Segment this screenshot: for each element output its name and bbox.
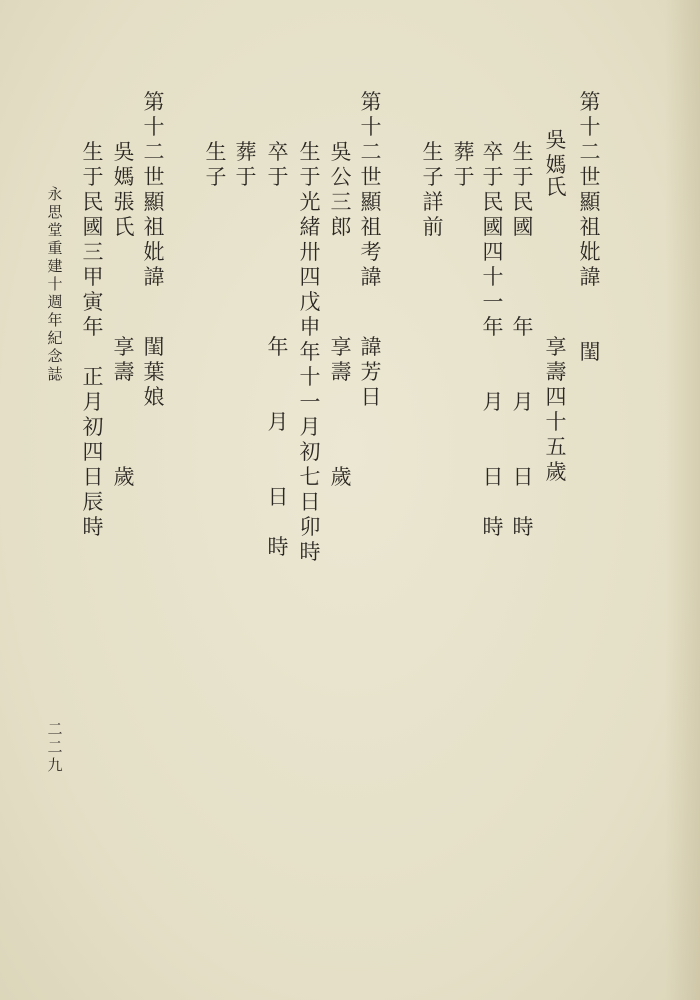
glyph: 享	[330, 335, 352, 359]
glyph: 生	[299, 140, 321, 164]
glyph: 顯	[579, 190, 601, 214]
glyph: 祖	[360, 215, 382, 239]
page-number	[44, 0, 66, 1000]
glyph: 月	[82, 390, 104, 414]
glyph: 時	[299, 540, 321, 564]
glyph: 生	[422, 140, 444, 164]
glyph: 民	[512, 190, 534, 214]
glyph: 紀	[47, 329, 63, 347]
glyph: 三	[82, 240, 104, 264]
glyph: 緒	[299, 215, 321, 239]
glyph: 第	[360, 90, 382, 114]
glyph: 享	[545, 335, 567, 359]
glyph: 吳	[330, 140, 352, 164]
glyph: 媽	[545, 153, 567, 177]
glyph: 光	[299, 190, 321, 214]
glyph: 一	[299, 390, 321, 414]
glyph: 子	[205, 165, 227, 189]
glyph: 正	[82, 365, 104, 389]
glyph: 歲	[113, 465, 135, 489]
glyph: 二	[143, 140, 165, 164]
glyph: 于	[82, 165, 104, 189]
glyph: 郎	[330, 215, 352, 239]
glyph: 十	[545, 410, 567, 434]
glyph: 四	[299, 265, 321, 289]
glyph: 時	[82, 515, 104, 539]
glyph: 顯	[360, 190, 382, 214]
glyph: 顯	[143, 190, 165, 214]
glyph: 甲	[82, 265, 104, 289]
glyph: 于	[453, 165, 475, 189]
glyph: 享	[113, 335, 135, 359]
glyph: 十	[143, 115, 165, 139]
glyph: 年	[482, 315, 504, 339]
glyph: 閨	[579, 340, 601, 364]
glyph: 年	[47, 311, 63, 329]
glyph: 二	[47, 720, 63, 738]
glyph: 日	[360, 385, 382, 409]
glyph: 年	[512, 315, 534, 339]
glyph: 日	[299, 490, 321, 514]
glyph: 祖	[579, 215, 601, 239]
glyph: 二	[360, 140, 382, 164]
glyph: 念	[47, 347, 63, 365]
glyph: 週	[47, 293, 63, 311]
glyph: 初	[299, 440, 321, 464]
glyph: 日	[267, 485, 289, 509]
glyph: 十	[299, 365, 321, 389]
glyph: 娘	[143, 385, 165, 409]
glyph: 日	[512, 465, 534, 489]
glyph: 時	[267, 535, 289, 559]
glyph: 十	[579, 115, 601, 139]
gen12-wife-2-title	[141, 0, 167, 1000]
glyph: 戊	[299, 290, 321, 314]
glyph: 建	[47, 257, 63, 275]
gen12-male-name	[328, 0, 354, 1000]
glyph: 十	[360, 115, 382, 139]
glyph: 于	[235, 165, 257, 189]
glyph: 十	[482, 265, 504, 289]
glyph: 年	[267, 335, 289, 359]
glyph: 子	[422, 165, 444, 189]
glyph: 生	[512, 140, 534, 164]
glyph: 時	[482, 515, 504, 539]
glyph: 堂	[47, 221, 63, 239]
glyph: 歲	[330, 465, 352, 489]
glyph: 民	[82, 190, 104, 214]
glyph: 國	[482, 215, 504, 239]
gen12-wife-1-title	[577, 0, 603, 1000]
glyph: 葬	[453, 140, 475, 164]
glyph: 二	[579, 140, 601, 164]
glyph: 生	[205, 140, 227, 164]
glyph: 考	[360, 240, 382, 264]
glyph: 思	[47, 203, 63, 221]
glyph: 妣	[143, 240, 165, 264]
glyph: 于	[299, 165, 321, 189]
glyph: 一	[482, 290, 504, 314]
glyph: 氏	[113, 215, 135, 239]
gen12-wife-1-sons	[420, 0, 446, 1000]
glyph: 國	[82, 215, 104, 239]
glyph: 歲	[545, 460, 567, 484]
glyph: 寅	[82, 290, 104, 314]
glyph: 卯	[299, 515, 321, 539]
glyph: 七	[299, 465, 321, 489]
glyph: 卒	[267, 140, 289, 164]
glyph: 張	[113, 190, 135, 214]
glyph: 于	[512, 165, 534, 189]
glyph: 四	[545, 385, 567, 409]
glyph: 國	[512, 215, 534, 239]
glyph: 吳	[545, 128, 567, 152]
gen12-wife-1-burial	[451, 0, 477, 1000]
glyph: 世	[143, 165, 165, 189]
glyph: 世	[579, 165, 601, 189]
glyph: 月	[482, 390, 504, 414]
glyph: 五	[545, 435, 567, 459]
gen12-wife-1-death	[480, 0, 506, 1000]
glyph: 初	[82, 415, 104, 439]
glyph: 諱	[360, 335, 382, 359]
glyph: 諱	[143, 265, 165, 289]
glyph: 民	[482, 190, 504, 214]
glyph: 芳	[360, 360, 382, 384]
glyph: 第	[143, 90, 165, 114]
glyph: 壽	[330, 360, 352, 384]
glyph: 于	[482, 165, 504, 189]
glyph: 葬	[235, 140, 257, 164]
glyph: 二	[47, 738, 63, 756]
glyph: 壽	[545, 360, 567, 384]
glyph: 葉	[143, 360, 165, 384]
glyph: 閨	[143, 335, 165, 359]
glyph: 月	[512, 390, 534, 414]
glyph: 氏	[545, 175, 567, 199]
glyph: 誌	[47, 365, 63, 383]
glyph: 十	[47, 275, 63, 293]
gen12-male-sons	[203, 0, 229, 1000]
glyph: 四	[82, 440, 104, 464]
glyph: 卅	[299, 240, 321, 264]
glyph: 申	[299, 315, 321, 339]
gen12-wife-2-name	[111, 0, 137, 1000]
glyph: 年	[82, 315, 104, 339]
glyph: 妣	[579, 240, 601, 264]
gen12-male-burial	[233, 0, 259, 1000]
glyph: 吳	[113, 140, 135, 164]
glyph: 媽	[113, 165, 135, 189]
glyph: 年	[299, 340, 321, 364]
glyph: 壽	[113, 360, 135, 384]
glyph: 永	[47, 185, 63, 203]
glyph: 卒	[482, 140, 504, 164]
glyph: 辰	[82, 490, 104, 514]
glyph: 祖	[143, 215, 165, 239]
glyph: 重	[47, 239, 63, 257]
gen12-male-death	[265, 0, 291, 1000]
glyph: 諱	[360, 265, 382, 289]
glyph: 公	[330, 165, 352, 189]
gen12-wife-1-name	[543, 0, 569, 1000]
gen12-male-title	[358, 0, 384, 1000]
glyph: 日	[482, 465, 504, 489]
gen12-wife-1-birth	[510, 0, 536, 1000]
glyph: 月	[267, 410, 289, 434]
glyph: 前	[422, 215, 444, 239]
glyph: 生	[82, 140, 104, 164]
glyph: 諱	[579, 265, 601, 289]
glyph: 三	[330, 190, 352, 214]
glyph: 月	[299, 415, 321, 439]
glyph: 第	[579, 90, 601, 114]
glyph: 時	[512, 515, 534, 539]
glyph: 詳	[422, 190, 444, 214]
gen12-male-birth	[297, 0, 323, 1000]
glyph: 九	[47, 756, 63, 774]
gen12-wife-2-birth	[80, 0, 106, 1000]
glyph: 日	[82, 465, 104, 489]
glyph: 于	[267, 165, 289, 189]
glyph: 世	[360, 165, 382, 189]
glyph: 四	[482, 240, 504, 264]
